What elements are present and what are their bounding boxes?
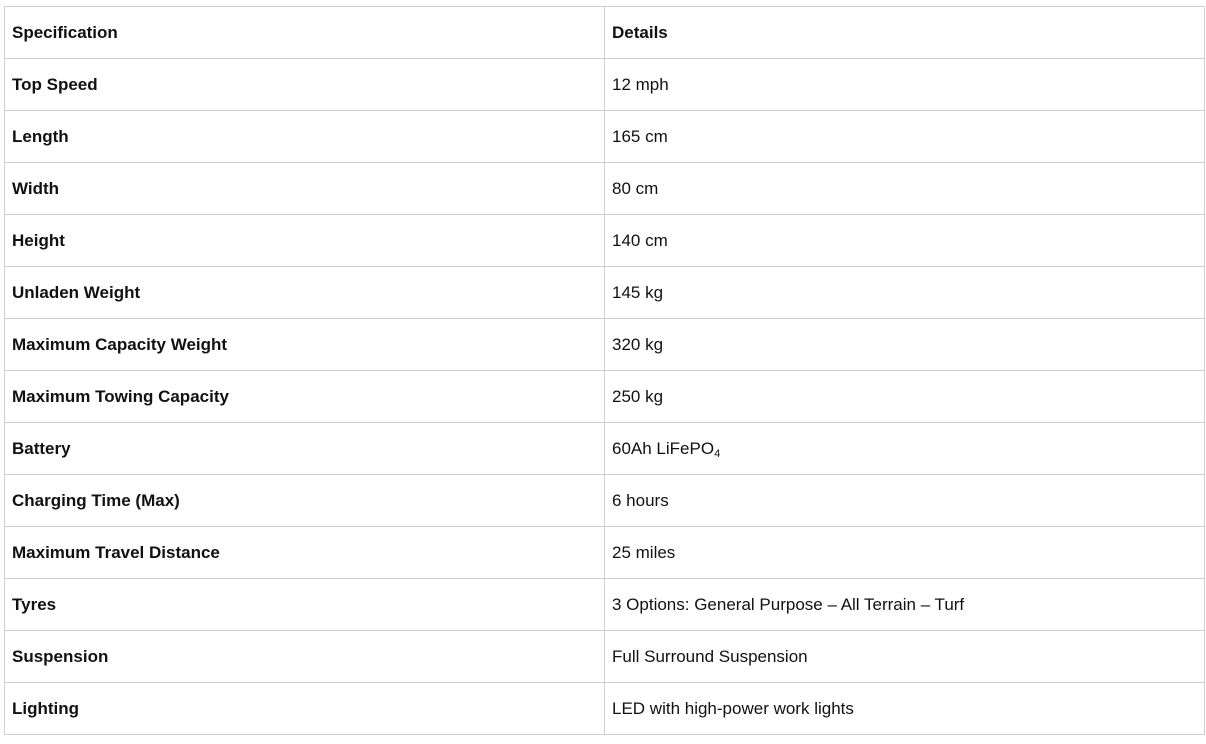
spec-label: Maximum Towing Capacity bbox=[5, 371, 605, 423]
table-row bbox=[5, 683, 1205, 735]
spec-label: Maximum Capacity Weight bbox=[5, 319, 605, 371]
spec-value: 12 mph bbox=[605, 59, 1205, 111]
table-row bbox=[5, 631, 1205, 683]
spec-label: Unladen Weight bbox=[5, 267, 605, 319]
spec-label: Width bbox=[5, 163, 605, 215]
spec-label: Charging Time (Max) bbox=[5, 475, 605, 527]
header-details: Details bbox=[605, 7, 1205, 59]
spec-value: 250 kg bbox=[605, 371, 1205, 423]
spec-label: Suspension bbox=[5, 631, 605, 683]
spec-label: Maximum Travel Distance bbox=[5, 527, 605, 579]
table-row bbox=[5, 59, 1205, 111]
spec-value: 3 Options: General Purpose – All Terrain – Turf bbox=[605, 579, 1205, 631]
header-specification: Specification bbox=[5, 7, 605, 59]
table-row bbox=[5, 423, 1205, 475]
spec-value: 25 miles bbox=[605, 527, 1205, 579]
spec-value: 6 hours bbox=[605, 475, 1205, 527]
table-row bbox=[5, 215, 1205, 267]
table-row bbox=[5, 475, 1205, 527]
table-row bbox=[5, 319, 1205, 371]
spec-label: Tyres bbox=[5, 579, 605, 631]
table-row bbox=[5, 111, 1205, 163]
spec-value bbox=[605, 423, 1205, 475]
table-header-row bbox=[5, 7, 1205, 59]
specification-table bbox=[4, 6, 1205, 735]
table-row bbox=[5, 527, 1205, 579]
spec-value: Full Surround Suspension bbox=[605, 631, 1205, 683]
spec-value: LED with high-power work lights bbox=[605, 683, 1205, 735]
spec-value: 140 cm bbox=[605, 215, 1205, 267]
table-row bbox=[5, 267, 1205, 319]
spec-value: 145 kg bbox=[605, 267, 1205, 319]
spec-value: 320 kg bbox=[605, 319, 1205, 371]
spec-value: 80 cm bbox=[605, 163, 1205, 215]
table-row bbox=[5, 579, 1205, 631]
spec-label: Height bbox=[5, 215, 605, 267]
table-row bbox=[5, 371, 1205, 423]
spec-label: Battery bbox=[5, 423, 605, 475]
spec-value: 165 cm bbox=[605, 111, 1205, 163]
spec-label: Length bbox=[5, 111, 605, 163]
battery-chemistry: 60Ah LiFePO bbox=[612, 438, 715, 458]
spec-label: Lighting bbox=[5, 683, 605, 735]
spec-label: Top Speed bbox=[5, 59, 605, 111]
table-row bbox=[5, 163, 1205, 215]
battery-subscript: 4 bbox=[714, 447, 721, 460]
